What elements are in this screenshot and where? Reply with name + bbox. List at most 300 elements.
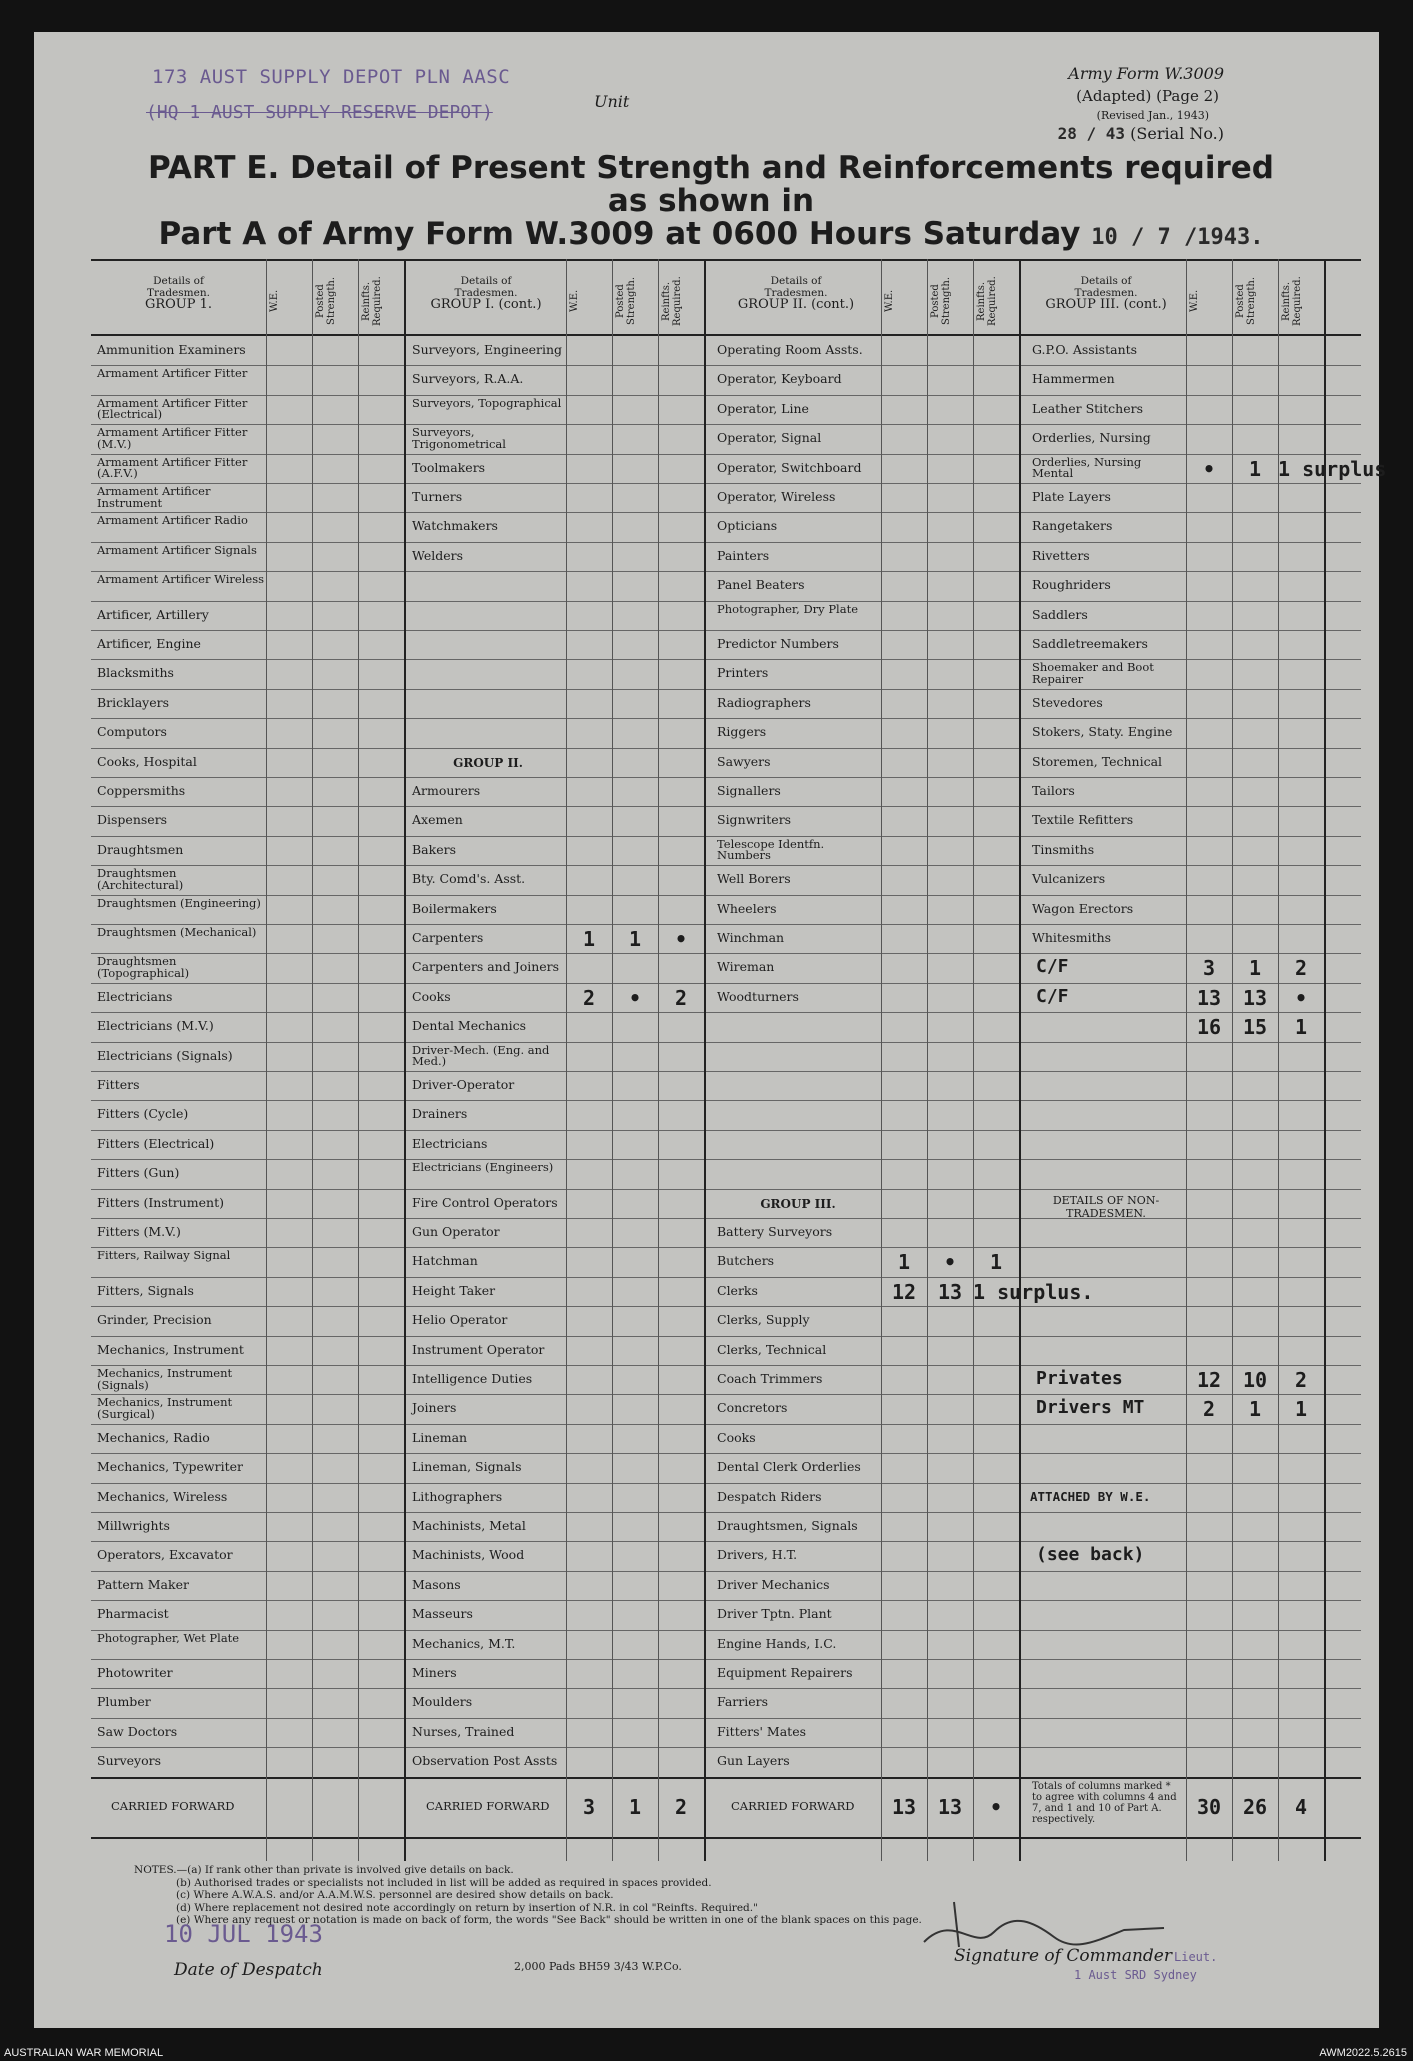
trade-label: Draughtsmen (Engineering) — [97, 895, 261, 910]
trade-label: Tailors — [1032, 783, 1075, 798]
trade-label: Machinists, Metal — [412, 1518, 526, 1533]
total-values: 16 — [1196, 1015, 1222, 1040]
serial-number — [1058, 124, 1224, 143]
trade-label: Bricklayers — [97, 694, 170, 710]
cooks-values: 2 — [674, 985, 688, 1010]
carpenters-values: • — [674, 927, 688, 951]
trade-label: Dental Clerk Orderlies — [717, 1459, 861, 1475]
total-values: 15 — [1242, 1015, 1268, 1040]
orderlies-mental-values: 1 surplus — [1278, 456, 1387, 481]
trade-label: Pharmacist — [97, 1606, 169, 1622]
trade-label: Draughtsmen (Architectural) — [97, 866, 184, 892]
trade-label: Mechanics, Wireless — [97, 1488, 228, 1504]
group-heading: GROUP III. — [760, 1196, 836, 1211]
cf-group1-values: 2 — [674, 1794, 688, 1819]
trade-label: Radiographers — [717, 694, 811, 710]
serial-value: 28 / 43 — [1057, 124, 1126, 143]
trade-label: Armament Artificer Radio — [97, 513, 248, 528]
trade-label: Carpenters — [412, 930, 484, 945]
signature-label: Signature of Commander — [954, 1946, 1172, 1966]
title-line-1: PART E. Detail of Present Strength and Reinforcements required as shown in — [148, 150, 1274, 219]
trade-label: Painters — [717, 547, 770, 563]
column-rule — [1324, 259, 1326, 1861]
trade-label: Leather Stitchers — [1032, 400, 1144, 416]
trade-label: Operator, Signal — [717, 430, 822, 446]
cooks-values: • — [628, 985, 642, 1010]
row-rule — [91, 895, 1361, 896]
trade-label: Saddletreemakers — [1032, 636, 1148, 651]
trade-label: Clerks — [717, 1282, 758, 1298]
trade-label: Boilermakers — [412, 900, 497, 916]
trade-label: Pattern Maker — [97, 1576, 189, 1592]
trade-label: Armament Artificer Fitter (Electrical) — [97, 395, 248, 422]
trade-label: Instrument Operator — [412, 1341, 545, 1357]
trade-label: Draughtsmen — [97, 841, 184, 857]
trade-label: Concretors — [717, 1400, 788, 1416]
trade-label: Grinder, Precision — [97, 1312, 212, 1328]
row-rule — [91, 454, 1361, 455]
column-rule — [266, 259, 267, 1861]
column-rule — [973, 259, 974, 1861]
column-header-we: W.E. — [1189, 289, 1200, 313]
trade-label: Photographer, Dry Plate — [717, 601, 859, 616]
trade-label: Shoemaker and Boot Repairer — [1032, 660, 1154, 686]
trade-label: Nurses, Trained — [412, 1723, 515, 1739]
orderlies-mental-values: 1 — [1248, 456, 1262, 481]
form-revised: (Revised Jan., 1943) — [1096, 109, 1209, 122]
trade-label: Lineman — [412, 1429, 468, 1445]
trade-label: Winchman — [717, 930, 785, 945]
row-rule — [91, 1365, 1361, 1366]
row-rule — [91, 718, 1361, 719]
trade-label: Driver Mechanics — [717, 1576, 830, 1592]
row-rule — [91, 1453, 1361, 1454]
drivers-values: 2 — [1202, 1397, 1216, 1422]
trade-label: Artificer, Artillery — [97, 606, 209, 622]
carried-forward-label: CARRIED FORWARD — [111, 1798, 235, 1813]
trade-label: Mechanics, M.T. — [412, 1635, 516, 1651]
trade-label: Electricians (Engineers) — [412, 1160, 554, 1175]
trade-label: Machinists, Wood — [412, 1547, 525, 1563]
trade-label: Armament Artificer Wireless — [97, 572, 265, 587]
archive-credit: AUSTRALIAN WAR MEMORIAL — [4, 2047, 164, 2059]
see-back: (see back) — [1036, 1544, 1145, 1566]
row-rule — [91, 365, 1361, 366]
trade-label: Blacksmiths — [97, 665, 174, 681]
column-header-reinfts: Reinfts. Required. — [361, 276, 383, 326]
trade-label: Armament Artificer Fitter (A.F.V.) — [97, 454, 248, 481]
totals-note: Totals of columns marked * to agree with columns 4 and 7, and 1 and 10 of Part A. respectively. — [1032, 1780, 1177, 1825]
trade-label: Drainers — [412, 1106, 468, 1122]
row-rule — [91, 395, 1361, 396]
row-rule — [91, 1100, 1361, 1101]
column-rule — [658, 259, 659, 1861]
trade-label: Tinsmiths — [1032, 841, 1095, 857]
trade-label: Fitters — [97, 1077, 140, 1092]
total-values: 1 — [1294, 1015, 1308, 1040]
trade-label: Butchers — [717, 1253, 775, 1269]
trade-label: Electricians — [412, 1135, 488, 1151]
trade-label: Surveyors, Trigonometrical — [412, 425, 506, 451]
trade-label: Joiners — [412, 1400, 457, 1416]
trade-label: Equipment Repairers — [717, 1665, 853, 1680]
unit-label: Unit — [594, 92, 630, 111]
trade-label: Fitters, Signals — [97, 1282, 194, 1298]
trade-label: Hatchman — [412, 1253, 478, 1269]
orderlies-mental-values: • — [1202, 456, 1216, 481]
trade-label: Electricians (Signals) — [97, 1047, 233, 1063]
trade-label: Gun Layers — [717, 1753, 790, 1769]
trade-label: Printers — [717, 665, 769, 681]
cf-group3-values: 26 — [1242, 1794, 1268, 1819]
column-header-trades: Details of Tradesmen. GROUP II. (cont.) — [737, 275, 855, 312]
row-rule — [91, 953, 1361, 954]
trade-label: Saw Doctors — [97, 1723, 178, 1739]
trade-label: Drivers, H.T. — [717, 1547, 798, 1563]
column-rule — [1232, 259, 1233, 1861]
row-rule — [91, 542, 1361, 543]
trade-label: Photowriter — [97, 1665, 173, 1680]
table-rule — [91, 1837, 1361, 1839]
form-number: Army Form W.3009 — [1068, 64, 1224, 83]
trade-label: Wheelers — [717, 900, 777, 916]
print-info: 2,000 Pads BH59 3/43 W.P.Co. — [514, 1960, 682, 1973]
cf2-values: 13 — [1242, 985, 1268, 1010]
cf1-label: C/F — [1036, 956, 1069, 978]
trade-label: Rivetters — [1032, 547, 1090, 563]
row-rule — [91, 1306, 1361, 1307]
table-rule — [91, 334, 1361, 336]
trade-label: Hammermen — [1032, 371, 1115, 387]
trade-label: Operator, Keyboard — [717, 371, 842, 387]
row-rule — [91, 512, 1361, 513]
unit-stamp-struck: (HQ 1 AUST SUPPLY RESERVE DEPOT) — [146, 102, 493, 123]
date-label: Date of Despatch — [174, 1960, 323, 1980]
trade-label: Fitters, Railway Signal — [97, 1248, 231, 1263]
trade-label: Driver-Mech. (Eng. and Med.) — [412, 1042, 550, 1069]
butchers-values: 1 — [897, 1250, 911, 1275]
trade-label: Fitters (Cycle) — [97, 1106, 189, 1122]
trade-label: Height Taker — [412, 1282, 496, 1298]
column-header-reinfts: Reinfts. Required. — [1281, 276, 1303, 326]
row-rule — [91, 1512, 1361, 1513]
trade-label: Armourers — [412, 783, 481, 798]
row-rule — [91, 777, 1361, 778]
row-rule — [91, 1424, 1361, 1425]
column-header-posted: Posted Strength. — [615, 276, 637, 326]
drivers-values: 1 — [1248, 1397, 1262, 1422]
row-rule — [91, 1394, 1361, 1395]
trade-label: Axemen — [412, 812, 463, 828]
cf2-values: 13 — [1196, 985, 1222, 1010]
cf-group2-values: 13 — [891, 1794, 917, 1819]
trade-label: Armament Artificer Signals — [97, 542, 257, 557]
column-rule — [881, 259, 882, 1861]
row-rule — [91, 483, 1361, 484]
row-rule — [91, 865, 1361, 866]
part-title — [146, 152, 1276, 254]
drivers-label: Drivers MT — [1036, 1397, 1145, 1419]
trade-label: Armament Artificer Instrument — [97, 484, 211, 510]
clerks-values: 12 — [891, 1279, 917, 1304]
signature-stamp-unit: 1 Aust SRD Sydney — [1074, 1968, 1197, 1982]
trade-label: Storemen, Technical — [1032, 753, 1163, 769]
cf-group3-values: 30 — [1196, 1794, 1222, 1819]
column-rule — [312, 259, 313, 1861]
trade-label: Armament Artificer Fitter — [97, 366, 248, 381]
privates-label: Privates — [1036, 1368, 1123, 1389]
row-rule — [91, 689, 1361, 690]
cf1-values: 1 — [1248, 956, 1262, 981]
trade-label: Dental Mechanics — [412, 1018, 527, 1034]
trade-label: Mechanics, Radio — [97, 1429, 210, 1445]
cf-group3-values: 4 — [1294, 1794, 1308, 1819]
row-rule — [91, 1571, 1361, 1572]
row-rule — [91, 1630, 1361, 1631]
row-rule — [91, 1042, 1361, 1043]
trade-label: Coach Trimmers — [717, 1371, 823, 1386]
trade-label: Opticians — [717, 518, 778, 534]
trade-label: Gun Operator — [412, 1224, 500, 1239]
form-page — [34, 32, 1387, 2028]
strength-table — [91, 259, 1387, 1861]
column-rule — [1186, 259, 1187, 1861]
trade-label: Fitters (Instrument) — [97, 1194, 225, 1210]
cf1-values: 3 — [1202, 956, 1216, 981]
note-line: (e) Where any request or notation is made on back of form, the words "See Back" should be written in one of the blank spaces on this page. — [176, 1914, 922, 1926]
trade-label: Roughriders — [1032, 577, 1111, 593]
trade-label: Masseurs — [412, 1606, 473, 1622]
row-rule — [91, 630, 1361, 631]
column-header-we: W.E. — [269, 289, 280, 313]
row-rule — [91, 1189, 1361, 1190]
trade-label: Orderlies, Nursing Mental — [1032, 454, 1142, 481]
signature-stamp: Lieut. — [1174, 1950, 1218, 1964]
cooks-values: 2 — [582, 985, 596, 1010]
trade-label: Draughtsmen (Mechanical) — [97, 925, 257, 939]
row-rule — [91, 1659, 1361, 1660]
row-rule — [91, 1277, 1361, 1278]
group-heading: GROUP II. — [453, 755, 523, 770]
trade-label: Surveyors, Engineering — [412, 342, 563, 357]
carpenters-values: 1 — [582, 927, 596, 951]
trade-label: Watchmakers — [412, 518, 498, 534]
row-rule — [91, 1718, 1361, 1719]
row-rule — [91, 1071, 1361, 1072]
row-rule — [91, 424, 1361, 425]
trade-label: Mechanics, Instrument (Surgical) — [97, 1395, 233, 1421]
trade-label: Surveyors — [97, 1753, 162, 1769]
row-rule — [91, 748, 1361, 749]
note-line: (c) Where A.W.A.S. and/or A.A.M.W.S. personnel are desired show details on back. — [176, 1889, 614, 1901]
trade-label: Cooks, Hospital — [97, 753, 197, 769]
trade-label: Clerks, Supply — [717, 1312, 810, 1328]
trade-label: Moulders — [412, 1694, 473, 1710]
cf1-values: 2 — [1294, 956, 1308, 981]
privates-values: 10 — [1242, 1368, 1268, 1392]
column-header-posted: Posted Strength. — [1235, 276, 1257, 326]
column-header-trades: Details of Tradesmen. GROUP 1. — [144, 275, 213, 312]
title-date: 10 / 7 /1943. — [1091, 225, 1264, 250]
trade-label: Bty. Comd's. Asst. — [412, 871, 526, 887]
archive-id: AWM2022.5.2615 — [1319, 2047, 1407, 2059]
trade-label: Rangetakers — [1032, 518, 1113, 534]
row-rule — [91, 1130, 1361, 1131]
trade-label: Bakers — [412, 841, 457, 857]
trade-label: Orderlies, Nursing — [1032, 430, 1151, 446]
butchers-values: • — [943, 1250, 957, 1275]
trade-label: Fitters (Gun) — [97, 1165, 180, 1181]
trade-label: Operator, Switchboard — [717, 459, 862, 475]
trade-label: Miners — [412, 1665, 457, 1680]
trade-label: Stokers, Staty. Engine — [1032, 724, 1173, 740]
trade-label: Draughtsmen, Signals — [717, 1518, 858, 1533]
column-header-trades: Details of Tradesmen. GROUP III. (cont.) — [1045, 275, 1167, 312]
column-rule — [404, 259, 406, 1861]
row-rule — [91, 1483, 1361, 1484]
column-rule — [927, 259, 928, 1861]
trade-label: Carpenters and Joiners — [412, 959, 560, 975]
table-rule — [91, 1777, 1361, 1779]
trade-label: Panel Beaters — [717, 577, 805, 593]
trade-label: Plate Layers — [1032, 489, 1111, 504]
privates-values: 12 — [1196, 1368, 1222, 1392]
column-rule — [612, 259, 613, 1861]
column-header-posted: Posted Strength. — [930, 276, 952, 326]
drivers-values: 1 — [1294, 1397, 1308, 1422]
row-rule — [91, 1600, 1361, 1601]
trade-label: Armament Artificer Fitter (M.V.) — [97, 425, 248, 451]
attached-by-we: ATTACHED BY W.E. — [1030, 1488, 1151, 1504]
column-header-reinfts: Reinfts. Required. — [661, 276, 683, 326]
cf2-values: • — [1294, 985, 1308, 1010]
trade-label: Textile Refitters — [1032, 812, 1134, 828]
note-line: NOTES.—(a) If rank other than private is involved give details on back. — [134, 1864, 514, 1876]
row-rule — [91, 1159, 1361, 1160]
trade-label: Surveyors, R.A.A. — [412, 371, 524, 387]
form-adapted: (Adapted) (Page 2) — [1076, 87, 1219, 105]
trade-label: Fitters (Electrical) — [97, 1135, 215, 1151]
trade-label: Operating Room Assts. — [717, 342, 863, 357]
trade-label: Fitters (M.V.) — [97, 1224, 181, 1239]
row-rule — [91, 1747, 1361, 1748]
clerks-values: 13 — [937, 1279, 963, 1304]
column-header-trades: Details of Tradesmen. GROUP I. (cont.) — [430, 275, 542, 312]
carpenters-values: 1 — [628, 927, 642, 951]
trade-label: Toolmakers — [412, 459, 486, 475]
trade-label: Lineman, Signals — [412, 1459, 522, 1475]
trade-label: Farriers — [717, 1694, 769, 1710]
cf-group2-values: • — [989, 1794, 1003, 1819]
column-header-we: W.E. — [569, 289, 580, 313]
row-rule — [91, 659, 1361, 660]
trade-label: Millwrights — [97, 1518, 170, 1533]
row-rule — [91, 1012, 1361, 1013]
row-rule — [91, 1541, 1361, 1542]
butchers-values: 1 — [989, 1250, 1003, 1275]
trade-label: Mechanics, Instrument — [97, 1341, 244, 1357]
column-rule — [1278, 259, 1279, 1861]
column-rule — [358, 259, 359, 1861]
trade-label: Fitters' Mates — [717, 1723, 807, 1739]
trade-label: Driver-Operator — [412, 1077, 515, 1092]
trade-label: Fire Control Operators — [412, 1194, 558, 1210]
trade-label: Coppersmiths — [97, 783, 186, 798]
trade-label: Riggers — [717, 724, 767, 740]
trade-label: Plumber — [97, 1694, 151, 1710]
cf-group1-values: 1 — [628, 1794, 642, 1819]
cf-group2-values: 13 — [937, 1794, 963, 1819]
trade-label: Well Borers — [717, 871, 791, 887]
row-rule — [91, 1336, 1361, 1337]
column-header-we: W.E. — [884, 289, 895, 313]
column-rule — [704, 259, 706, 1861]
trade-label: Cooks — [717, 1429, 756, 1445]
trade-label: Sawyers — [717, 753, 771, 769]
note-line: (d) Where replacement not desired note accordingly on return by insertion of N.R. in col "Reinfts. Required." — [176, 1901, 758, 1914]
trade-label: Mechanics, Instrument (Signals) — [97, 1366, 233, 1392]
trade-label: Observation Post Assts — [412, 1753, 558, 1769]
trade-label: Computors — [97, 724, 167, 740]
trade-label: Operators, Excavator — [97, 1547, 233, 1563]
trade-label: Dispensers — [97, 812, 168, 828]
trade-label: Saddlers — [1032, 606, 1088, 622]
date-stamp: 10 JUL 1943 — [164, 1920, 323, 1948]
trade-label: Vulcanizers — [1032, 871, 1106, 887]
trade-label: Masons — [412, 1576, 461, 1592]
trade-label: Artificer, Engine — [97, 636, 201, 651]
unit-stamp: 173 AUST SUPPLY DEPOT PLN AASC — [152, 66, 511, 88]
trade-label: Driver Tptn. Plant — [717, 1606, 832, 1622]
trade-label: Wireman — [717, 959, 775, 975]
trade-label: Clerks, Technical — [717, 1341, 827, 1357]
trade-label: Woodturners — [717, 988, 799, 1004]
carried-forward-label: CARRIED FORWARD — [731, 1798, 855, 1813]
title-line-2: Part A of Army Form W.3009 at 0600 Hours Saturday 10 / 7 /1943. — [158, 216, 1264, 252]
trade-label: Mechanics, Typewriter — [97, 1459, 243, 1475]
trade-label: Cooks — [412, 988, 451, 1004]
serial-label: (Serial No.) — [1130, 124, 1224, 143]
trade-label: Surveyors, Topographical — [412, 395, 562, 410]
cf2-label: C/F — [1036, 985, 1069, 1007]
column-rule — [1019, 259, 1021, 1861]
trade-label: Electricians — [97, 988, 173, 1004]
trade-label: Despatch Riders — [717, 1488, 822, 1504]
trade-label: Operator, Wireless — [717, 489, 836, 504]
trade-label: Ammunition Examiners — [97, 342, 246, 357]
row-rule — [91, 806, 1361, 807]
row-rule — [91, 1688, 1361, 1689]
row-rule — [91, 1247, 1361, 1248]
trade-label: Draughtsmen (Topographical) — [97, 954, 190, 980]
note-line: (b) Authorised trades or specialists not included in list will be added as required in spaces provided. — [176, 1876, 712, 1889]
cf-group1-values: 3 — [582, 1794, 596, 1819]
row-rule — [91, 571, 1361, 572]
trade-label: Telescope Identfn. Numbers — [717, 836, 825, 863]
trade-label: Operator, Line — [717, 400, 809, 416]
notes — [134, 1864, 922, 1927]
carried-forward-label: CARRIED FORWARD — [426, 1798, 550, 1813]
trade-label: Photographer, Wet Plate — [97, 1630, 240, 1645]
privates-values: 2 — [1294, 1368, 1308, 1392]
non-tradesmen-heading: DETAILS OF NON-TRADESMEN. — [1052, 1193, 1160, 1220]
column-rule — [566, 259, 567, 1861]
trade-label: Helio Operator — [412, 1312, 508, 1328]
trade-label: Welders — [412, 547, 464, 563]
trade-label: Engine Hands, I.C. — [717, 1635, 837, 1651]
trade-label: Lithographers — [412, 1488, 503, 1504]
trade-label: Signallers — [717, 783, 781, 798]
